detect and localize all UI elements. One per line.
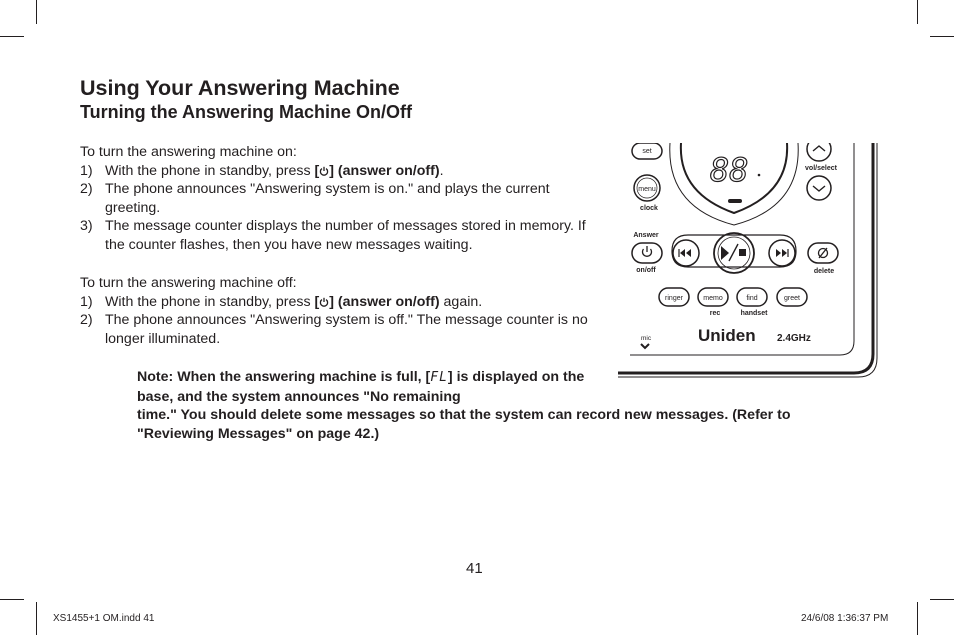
crop-mark bbox=[0, 36, 24, 37]
step-text: The message counter displays the number of messages stored in memory. If the counter flashes, then you have new messages waiting. bbox=[105, 218, 586, 253]
page-number: 41 bbox=[466, 560, 483, 577]
on-off-label: on/off bbox=[636, 267, 656, 274]
menu-label: menu bbox=[638, 186, 656, 193]
handset-label: handset bbox=[740, 310, 768, 317]
step-text: With the phone in standby, press bbox=[105, 162, 315, 179]
footer-timestamp: 24/6/08 1:36:37 PM bbox=[801, 613, 889, 624]
skip-back-icon bbox=[680, 249, 691, 257]
crop-mark bbox=[917, 602, 918, 635]
ringer-label: ringer bbox=[665, 295, 683, 302]
crop-mark bbox=[917, 0, 918, 24]
crop-mark bbox=[0, 599, 24, 600]
vol-select-label: vol/select bbox=[805, 165, 837, 172]
turn-off-steps bbox=[80, 293, 593, 349]
skip-forward-icon bbox=[776, 249, 787, 257]
power-icon bbox=[319, 166, 329, 176]
crop-mark bbox=[36, 0, 37, 24]
clock-label: clock bbox=[640, 205, 658, 212]
crop-mark bbox=[36, 602, 37, 635]
message-counter: 88 bbox=[710, 151, 749, 189]
bracket-open: [ bbox=[314, 293, 320, 310]
turn-on-section bbox=[80, 143, 593, 254]
step-text: The phone announces "Answering system is off." The message counter is no longer illuminated. bbox=[105, 312, 588, 347]
band-label: 2.4GHz bbox=[777, 333, 811, 344]
mic-label: mic bbox=[641, 335, 652, 342]
chevron-down-icon bbox=[813, 186, 825, 191]
list-item bbox=[80, 311, 593, 348]
step-number: 3) bbox=[80, 218, 93, 234]
delete-label: delete bbox=[813, 268, 835, 275]
base-unit-illustration bbox=[614, 143, 879, 378]
indicator-led bbox=[728, 199, 742, 203]
page-title: Using Your Answering Machine bbox=[80, 76, 400, 100]
power-icon bbox=[319, 297, 329, 307]
full-display-code: FL bbox=[430, 370, 448, 385]
mic-icon bbox=[641, 344, 649, 348]
section-subtitle: Turning the Answering Machine On/Off bbox=[80, 102, 412, 122]
note-text: time." You should delete some messages so that the system can record new messages. (Refer to "Reviewing Messages" on page 42.) bbox=[137, 407, 791, 442]
bracket-open: [ bbox=[314, 162, 320, 179]
answer-on-off-label: ] (answer on/off) bbox=[329, 293, 440, 310]
rec-label: rec bbox=[709, 310, 721, 317]
crop-mark bbox=[930, 599, 954, 600]
step-number: 1) bbox=[80, 162, 93, 179]
list-item bbox=[80, 180, 593, 217]
step-number: 2) bbox=[80, 312, 93, 328]
stop-icon bbox=[739, 249, 746, 256]
turn-on-intro: To turn the answering machine on: bbox=[80, 144, 297, 160]
note-text: Note: When the answering machine is full, [ bbox=[137, 369, 431, 385]
step-number: 1) bbox=[80, 293, 93, 310]
note-line-1 bbox=[137, 368, 597, 406]
note-text: ] is displayed on the base, and the system announces "No remaining bbox=[137, 369, 585, 405]
note-block bbox=[137, 368, 857, 443]
turn-off-section bbox=[80, 274, 593, 348]
chevron-up-icon bbox=[813, 146, 825, 151]
answer-on-off-label: ] (answer on/off) bbox=[329, 162, 440, 179]
step-text: again. bbox=[439, 293, 483, 310]
set-label: set bbox=[642, 148, 652, 155]
list-item bbox=[80, 162, 593, 181]
play-icon bbox=[721, 246, 729, 260]
brand-logo: Uniden bbox=[698, 326, 756, 345]
list-item bbox=[80, 217, 593, 254]
crop-mark bbox=[930, 36, 954, 37]
step-text: With the phone in standby, press bbox=[105, 293, 315, 310]
find-label: find bbox=[746, 295, 758, 302]
footer-file-info: XS1455+1 OM.indd 41 bbox=[53, 613, 155, 624]
memo-label: memo bbox=[703, 295, 723, 302]
step-text: The phone announces "Answering system is on." and plays the current greeting. bbox=[105, 181, 550, 216]
greet-label: greet bbox=[784, 295, 800, 302]
counter-dot bbox=[758, 174, 761, 177]
turn-off-intro: To turn the answering machine off: bbox=[80, 275, 297, 291]
step-text: . bbox=[439, 162, 444, 179]
step-number: 2) bbox=[80, 181, 93, 197]
volume-down-button[interactable] bbox=[807, 176, 831, 200]
turn-on-steps bbox=[80, 162, 593, 255]
answer-label: Answer bbox=[633, 232, 659, 239]
list-item bbox=[80, 293, 593, 312]
